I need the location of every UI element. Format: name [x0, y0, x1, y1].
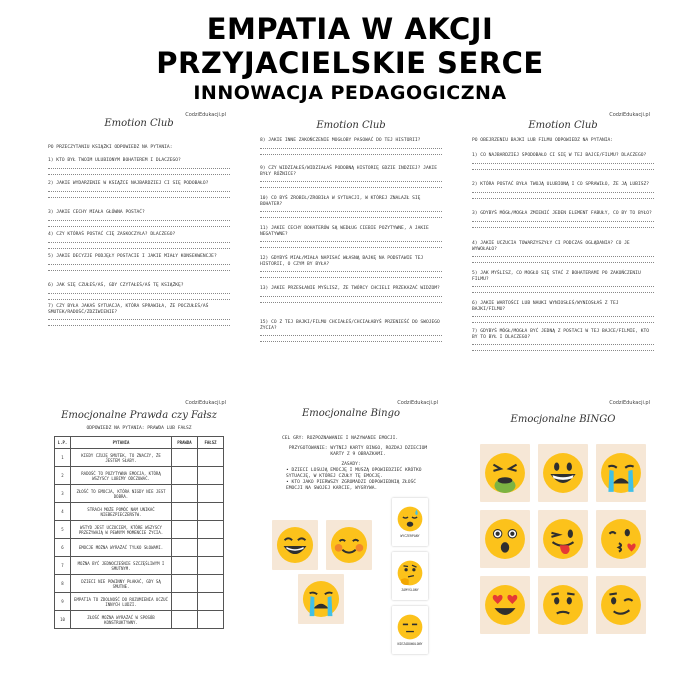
table-row: 4 STRACH MOŻE POMÓC NAM UNIKAĆ NIEBEZPIECZEŃSTW.	[55, 503, 224, 521]
true-cell[interactable]	[172, 449, 198, 467]
question-item: 11) JAKIE CECHY BOHATERÓW SĄ WEDŁUG CIEBIE POZYTYWNE, A JAKIE NEGATYWNE?	[260, 226, 442, 248]
false-cell[interactable]	[198, 593, 224, 611]
brand-label: CodziEdukacji.pl	[397, 400, 438, 406]
question-item: 7) GDYBYŚ MÓGŁ/MOGŁA BYĆ JEDNĄ Z POSTACI W TEJ BAJCE/FILMIE, KTO BY TO BYŁ I DLACZEGO?	[472, 329, 654, 351]
main-subtitle: INNOWACJA PEDAGOGICZNA	[193, 82, 507, 104]
true-cell[interactable]	[172, 485, 198, 503]
intro-text: PO PRZECZYTANIU KSIĄŻKI ODPOWIEDZ NA PYTANIA:	[48, 145, 173, 150]
club-title: Emotion Club	[104, 118, 174, 129]
winking-tongue-face-icon	[542, 518, 584, 560]
false-cell[interactable]	[198, 503, 224, 521]
winking-face-icon	[600, 584, 642, 626]
emoji-label-card	[392, 606, 428, 654]
emoji-card	[272, 520, 318, 570]
false-cell[interactable]	[198, 611, 224, 629]
question-item: 7) CZY BYŁA JAKAŚ SYTUACJA, KTÓRA SPRAWIŁA, ŻE POCZUŁEŚ/AŚ SMUTEK/RADOŚĆ/ZDZIWIENIE?	[48, 304, 230, 326]
emoji-label: WYCZERPANY	[400, 534, 420, 538]
question-item: 5) JAK MYŚLISZ, CO MOGŁO SIĘ STAĆ Z BOHATERAMI PO ZAKOŃCZENIU FILMU?	[472, 271, 654, 293]
unamused-face-icon	[397, 614, 423, 640]
blushing-smile-icon	[330, 526, 368, 564]
question-item: 1) KTO BYŁ TWOIM ULUBIONYM BOHATEREM I DLACZEGO?	[48, 158, 230, 175]
bingo-rule-2: • KTO JAKO PIERWSZY ZGROMADZI ODPOWIEDNIĄ ZŁOŚĆ EMOCJI NA SWOJEJ KARCIE, WYGRYWA.	[286, 480, 417, 491]
question-item: 2) KTÓRA POSTAĆ BYŁA TWOJĄ ULUBIONĄ I CO SPRAWIŁO, ŻE JĄ LUBISZ?	[472, 182, 654, 199]
bingo-cell	[538, 576, 588, 634]
col-questions: PYTANIA	[71, 437, 172, 449]
true-false-table	[54, 436, 224, 629]
true-false-worksheet	[48, 400, 230, 692]
false-cell[interactable]	[198, 557, 224, 575]
club-title: Emotion Club	[528, 120, 598, 131]
emoji-label: ZAMYŚLONY	[401, 588, 419, 592]
table-row: 8 DZIECI NIE POWINNY PŁAKAĆ, GDY SĄ SMUTNE.	[55, 575, 224, 593]
table-row: 6 EMOCJE MOŻNA WYRAŻAĆ TYLKO SŁOWAMI.	[55, 539, 224, 557]
bingo-cell	[480, 444, 530, 502]
emoji-label-card	[392, 498, 428, 546]
bingo-title: Emocjonalne Bingo	[301, 408, 401, 419]
question-item: 13) JAKIE PRZESŁANIE MYŚLISZ, ŻE TWÓRCY CHCIELI PRZEKAZAĆ WIDZOM?	[260, 286, 442, 303]
table-row: 2 RADOŚĆ TO POZYTYWNA EMOCJA, KTÓRĄ WSZYSCY LUBIMY ODCZUWAĆ.	[55, 467, 224, 485]
brand-label: CodziEdukacji.pl	[609, 400, 650, 406]
kissing-heart-face-icon	[600, 518, 642, 560]
question-item: 12) GDYBYŚ MIAŁ/MIAŁA NAPISAĆ WŁASNĄ BAJKĘ NA PODSTAWIE TEJ HISTORII, O CZYM BY BYŁA?	[260, 256, 442, 278]
main-title-line1: EMPATIA W AKCJI	[206, 12, 494, 46]
emoji-card	[326, 520, 372, 570]
tf-title: Emocjonalne Prawda czy Fałsz	[61, 410, 217, 421]
true-cell[interactable]	[172, 575, 198, 593]
emoji-card	[298, 574, 344, 624]
table-row: 1 KIEDY CZUJĘ SMUTEK, TO ZNACZY, ŻE JESTEM SŁABY.	[55, 449, 224, 467]
false-cell[interactable]	[198, 467, 224, 485]
question-item: 9) CZY WIDZIAŁEŚ/WIDZIAŁAŚ PODOBNĄ HISTORIĘ GDZIE INDZIEJ? JAKIE BYŁY RÓŻNICE?	[260, 166, 442, 188]
true-cell[interactable]	[172, 593, 198, 611]
crying-face-icon	[600, 452, 642, 494]
col-false: FAŁSZ	[198, 437, 224, 449]
thinking-face-icon	[397, 560, 423, 586]
question-item: 6) JAK SIĘ CZUŁEŚ/AŚ, GDY CZYTAŁEŚ/AŚ TĘ KSIĄŻKĘ?	[48, 283, 230, 300]
bingo-rule-1: • DZIECI LOSUJĄ EMOCJĘ I MUSZĄ OPOWIEDZIEĆ KRÓTKO SYTUACJĘ, W KTÓREJ CZUŁY TĘ EMOCJĘ.	[286, 468, 422, 479]
bingo-goal: CEL GRY: ROZPOZNAWANIE I NAZYWANIE EMOCJI.	[282, 436, 399, 441]
bingo-cell	[480, 576, 530, 634]
col-lp: L.P.	[55, 437, 71, 449]
worksheet-story-questions	[260, 112, 442, 352]
bingo-cell	[538, 444, 588, 502]
bingo-card-page	[472, 400, 654, 692]
table-row: 3 ZŁOŚĆ TO EMOCJA, KTÓRA NIGDY NIE JEST DOBRA.	[55, 485, 224, 503]
bingo-cell	[596, 510, 646, 568]
true-cell[interactable]	[172, 539, 198, 557]
nauseated-face-icon	[484, 452, 526, 494]
true-cell[interactable]	[172, 557, 198, 575]
bingo-rules-title: ZASADY:	[341, 462, 361, 467]
question-item: 4) CZY KTÓRAŚ POSTAĆ CIĘ ZASKOCZYŁA? DLACZEGO?	[48, 232, 230, 249]
exhausted-face-icon	[397, 506, 423, 532]
main-title-line2: PRZYJACIELSKIE SERCE	[156, 46, 544, 80]
bingo-cell	[538, 510, 588, 568]
true-cell[interactable]	[172, 503, 198, 521]
emoji-label: NIEZADOWOLONY	[397, 642, 423, 646]
false-cell[interactable]	[198, 575, 224, 593]
emoji-label-card	[392, 552, 428, 600]
table-row: 5 WSTYD JEST UCZUCIEM, KTÓRE WSZYSCY PRZEŻYWAJĄ W PEWNYM MOMENCIE ŻYCIA.	[55, 521, 224, 539]
bingo-cell	[596, 576, 646, 634]
grinning-face-icon	[542, 452, 584, 494]
laughing-face-icon	[276, 526, 314, 564]
bingo-card-title: Emocjonalne BINGO	[510, 414, 616, 425]
question-item: 1) CO NAJBARDZIEJ SPODOBAŁO CI SIĘ W TEJ BAJCE/FILMU? DLACZEGO?	[472, 153, 654, 170]
crying-face-icon	[302, 580, 340, 618]
question-item: 15) CO Z TEJ BAJKI/FILMU CHCIAŁEŚ/CHCIAŁABYŚ PRZENIEŚĆ DO SWOJEGO ŻYCIA?	[260, 320, 442, 342]
true-cell[interactable]	[172, 521, 198, 539]
worksheet-book-questions	[48, 112, 230, 342]
question-item: 8) JAKIE INNE ZAKOŃCZENIE MOGŁOBY PASOWAĆ DO TEJ HISTORII?	[260, 138, 442, 155]
bingo-cell	[596, 444, 646, 502]
question-item: 3) GDYBYŚ MÓGŁ/MOGŁA ZMIENIĆ JEDEN ELEMENT FABUŁY, CO BY TO BYŁO?	[472, 211, 654, 228]
club-title: Emotion Club	[316, 120, 386, 131]
table-row: 7 MOŻNA BYĆ JEDNOCZEŚNIE SZCZĘŚLIWYM I SMUTNYM.	[55, 557, 224, 575]
col-true: PRAWDA	[172, 437, 198, 449]
question-item: 2) JAKIE WYDARZENIE W KSIĄŻCE NAJBARDZIEJ CI SIĘ PODOBAŁO?	[48, 181, 230, 198]
bingo-cell	[480, 510, 530, 568]
false-cell[interactable]	[198, 449, 224, 467]
false-cell[interactable]	[198, 521, 224, 539]
question-item: 6) JAKIE WARTOŚCI LUB NAUKI WYNIOSŁEŚ/WYNIOSŁAŚ Z TEJ BAJKI/FILMU?	[472, 301, 654, 323]
question-item: 10) CO BYŚ ZROBIŁ/ZROBIŁA W SYTUACJI, W KTÓREJ ZNALAZŁ SIĘ BOHATER?	[260, 196, 442, 218]
confused-face-icon	[542, 584, 584, 626]
brand-label: CodziEdukacji.pl	[609, 112, 650, 118]
brand-label: CodziEdukacji.pl	[185, 112, 226, 118]
tf-subtitle: ODPOWIEDZ NA PYTANIA: PRAWDA LUB FAŁSZ	[86, 426, 192, 431]
worksheet-film-questions	[472, 112, 654, 352]
question-item: 3) JAKIE CECHY MIAŁA GŁÓWNA POSTAĆ?	[48, 210, 230, 227]
false-cell[interactable]	[198, 485, 224, 503]
table-row: 9 EMPATIA TO ZDOLNOŚĆ DO ROZUMIENIA UCZUĆ INNYCH LUDZI.	[55, 593, 224, 611]
true-cell[interactable]	[172, 467, 198, 485]
table-row: 10 ZŁOŚĆ MOŻNA WYRAŻAĆ W SPOSÓB KONSTRUKTYWNY.	[55, 611, 224, 629]
bingo-instructions-page	[260, 400, 442, 692]
true-cell[interactable]	[172, 611, 198, 629]
brand-label: CodziEdukacji.pl	[185, 400, 226, 406]
false-cell[interactable]	[198, 539, 224, 557]
question-item: 4) JAKIE UCZUCIA TOWARZYSZYŁY CI PODCZAS OGLĄDANIA? CO JE WYWOŁAŁO?	[472, 241, 654, 263]
heart-eyes-face-icon	[484, 584, 526, 626]
question-item: 5) JAKIE DECYZJE PODJĘŁY POSTACIE I JAKIE MIAŁY KONSEKWENCJE?	[48, 254, 230, 271]
bingo-prep: PRZYGOTOWANIE: WYTNIJ KARTY BINGO, ROZDAJ DZIECIOM KARTY Z 9 OBRAZKAMI.	[288, 446, 428, 457]
intro-text: PO OBEJRZENIU BAJKI LUB FILMU ODPOWIEDZ NA PYTANIA:	[472, 138, 614, 143]
astonished-face-icon	[484, 518, 526, 560]
